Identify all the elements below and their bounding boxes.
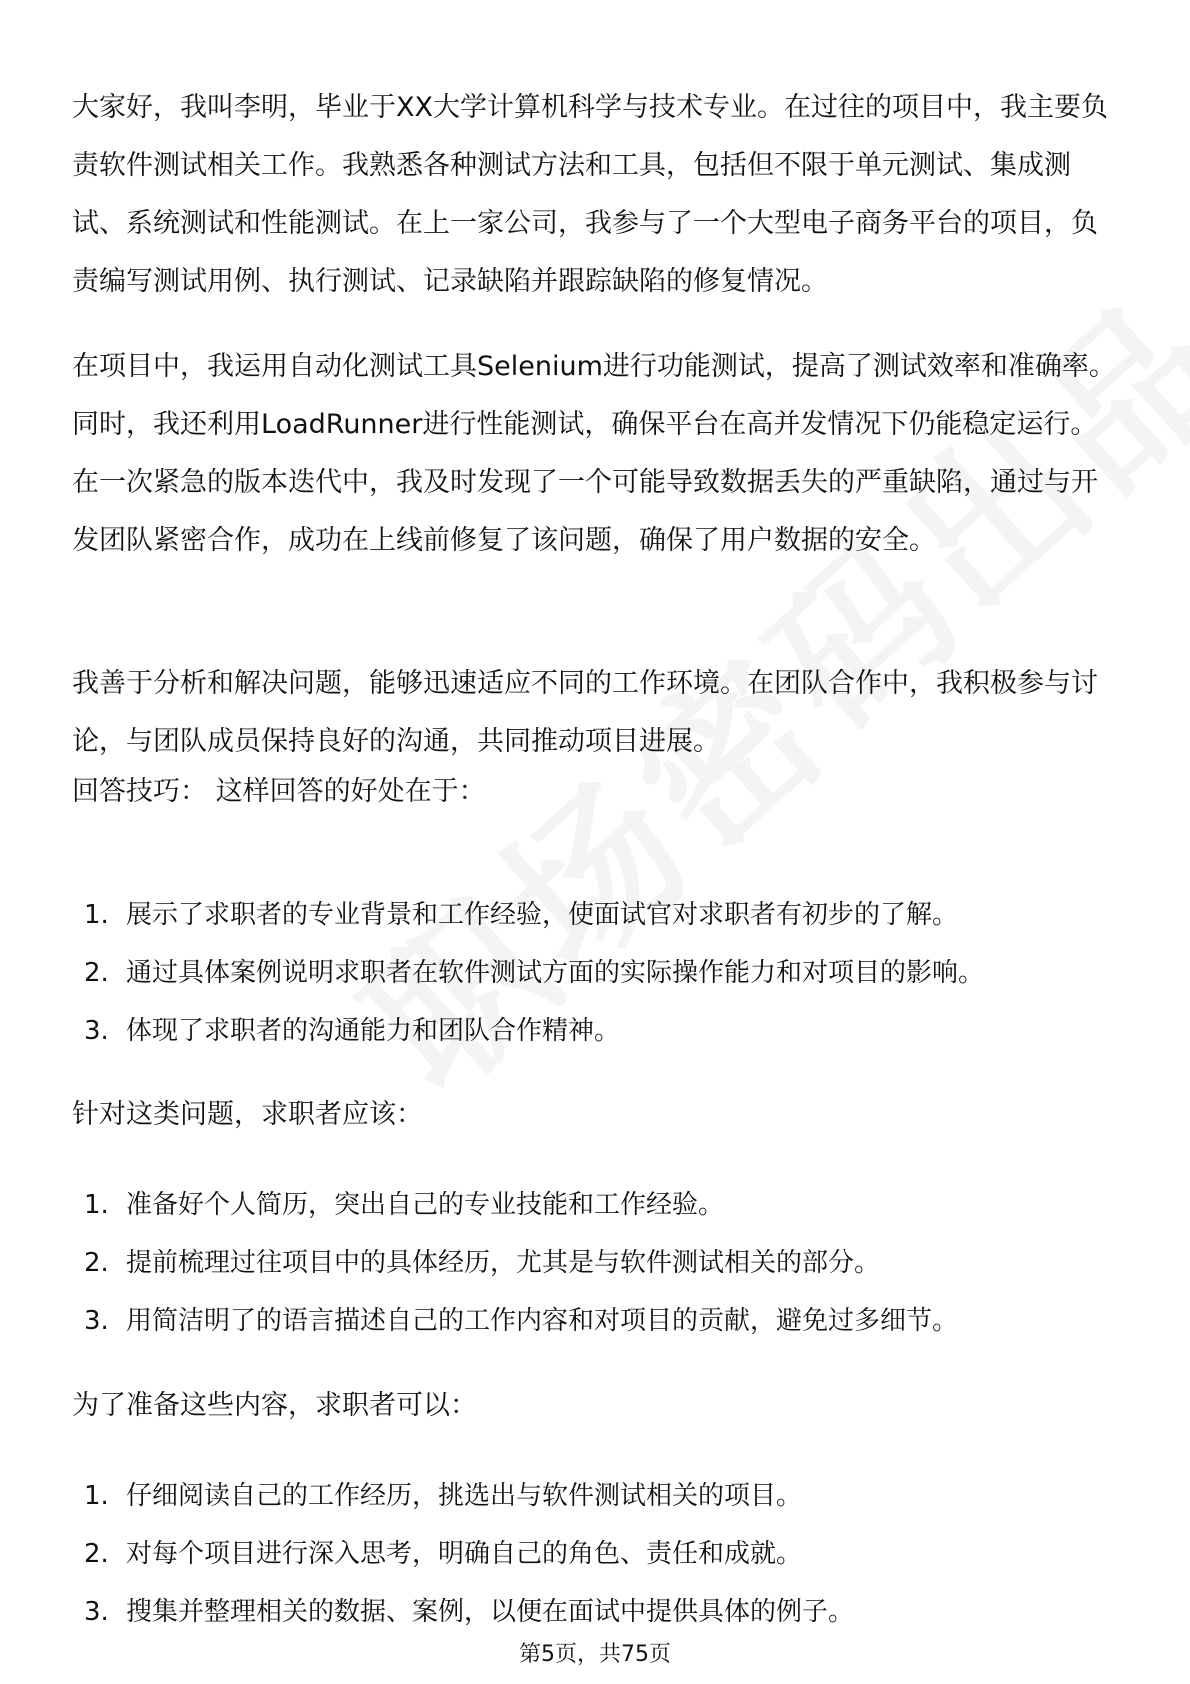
list-number: 2. [84,958,109,988]
prepare-list [84,1476,1114,1650]
list-text: 搜集并整理相关的数据、案例，以便在面试中提供具体的例子。 [126,1597,855,1627]
paragraph-project: 在项目中，我运用自动化测试工具Selenium进行功能测试，提高了测试效率和准确率。同时，我还利用LoadRunner进行性能测试，确保平台在高并发情况下仍能稳定运行。在一次紧急的版本迭代中，我及时发现了一个可能导致数据丢失的严重缺陷，通过与开发团队紧密合作，成功在上线前修复了该问题，确保了用户数据的安全。 [72,351,1116,556]
section-heading-tips: 回答技巧： 这样回答的好处在于： [72,776,486,807]
list-number: 3. [84,1306,109,1336]
paragraph-skills: 我善于分析和解决问题，能够迅速适应不同的工作环境。在团队合作中，我积极参与讨论，与团队成员保持良好的沟通，共同推动项目进展。 [72,668,1098,757]
list-number: 3. [84,1597,109,1627]
list-text: 通过具体案例说明求职者在软件测试方面的实际操作能力和对项目的影响。 [126,958,985,988]
list-number: 3. [84,1016,109,1046]
should-list [84,1185,1114,1359]
list-item [84,1301,1114,1359]
list-number: 1. [84,1190,109,1220]
section-heading-should: 针对这类问题，求职者应该： [72,1099,423,1130]
list-text: 展示了求职者的专业背景和工作经验，使面试官对求职者有初步的了解。 [126,900,959,930]
paragraph-intro: 大家好，我叫李明，毕业于XX大学计算机科学与技术专业。在过往的项目中，我主要负责软件测试相关工作。我熟悉各种测试方法和工具，包括但不限于单元测试、集成测试、系统测试和性能测试。在上一家公司，我参与了一个大型电子商务平台的项目，负责编写测试用例、执行测试、记录缺陷并跟踪缺陷的修复情况。 [72,92,1108,297]
list-item [84,953,1114,1011]
tips-list [84,895,1114,1069]
list-number: 1. [84,1481,109,1511]
list-number: 2. [84,1248,109,1278]
list-item [84,1011,1114,1069]
list-text: 对每个项目进行深入思考，明确自己的角色、责任和成就。 [126,1539,803,1569]
page-number: 第5页，共75页 [519,1642,671,1667]
list-text: 提前梳理过往项目中的具体经历，尤其是与软件测试相关的部分。 [126,1248,881,1278]
list-item [84,1534,1114,1592]
list-text: 准备好个人简历，突出自己的专业技能和工作经验。 [126,1190,725,1220]
list-text: 用简洁明了的语言描述自己的工作内容和对项目的贡献，避免过多细节。 [126,1306,959,1336]
list-number: 1. [84,900,109,930]
section-heading-prepare: 为了准备这些内容，求职者可以： [72,1390,477,1421]
list-number: 2. [84,1539,109,1569]
list-text: 仔细阅读自己的工作经历，挑选出与软件测试相关的项目。 [126,1481,803,1511]
list-item [84,1185,1114,1243]
list-item [84,1243,1114,1301]
list-item [84,895,1114,953]
list-text: 体现了求职者的沟通能力和团队合作精神。 [126,1016,621,1046]
list-item [84,1476,1114,1534]
